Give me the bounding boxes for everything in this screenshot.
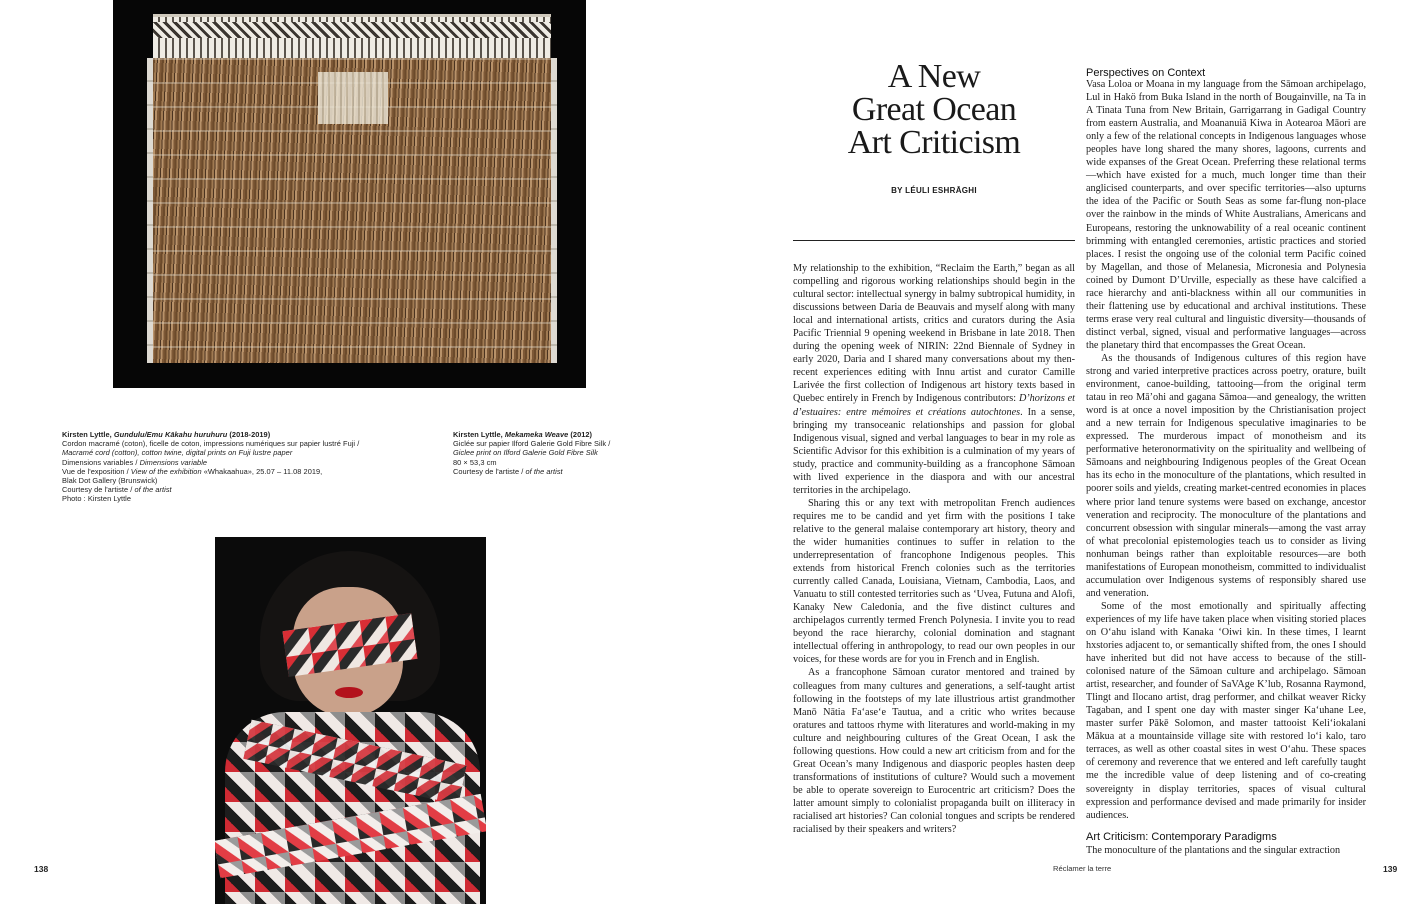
caption-line: Blak Dot Gallery (Brunswick): [62, 476, 158, 486]
section-heading: Art Criticism: Contemporary Paradigms: [1086, 830, 1277, 843]
caption-title: Kirsten Lyttle, Gundulu/Emu Kākahu huruhuru (2018-2019): [62, 430, 271, 439]
caption-mekameka-weave: [453, 430, 653, 476]
artwork-portrait-image: [215, 537, 486, 904]
caption-line: Photo : Kirsten Lyttle: [62, 494, 132, 504]
caption-line: Cordon macramé (coton), ficelle de coton, impressions numériques sur papier lustré Fuji /: [62, 439, 360, 449]
caption-gundulu: [62, 430, 362, 504]
caption-line: Giclée sur papier Ilford Galerie Gold Fibre Silk /: [453, 439, 611, 449]
paragraph: As the thousands of Indigenous cultures of this region have strong and varied interpretive practices across poetry, orature, built environment, canoe-building, tattooing—from the original term tatau in reo Mā’ohi and gagana Sāmoa—and genealogy, the written word is at once a novel imposition by the Christianisation project and a new terrain for Indigenous speculative imaginaries to be expressed. The murderous impact of monotheism and its performative heteronormativity on the spirituality and wellbeing of Sāmoans and neighbouring Indigenous peoples of the Great Ocean has its echo in the monoculture of the plantations, which resulted in poorer soils and yields, creating market-centred economies in places where prior land tenure systems were based on exchange, ancestor veneration and reciprocity. The monoculture of the plantations and concurrent obsession with singular minerals—among the vast array of what precolonial epistemologies teach us to consider as living nonhuman beings rather than exploitable resources—are both manifestations of European monotheism, committed to individualist accumulation over Indigenous systems of responsibly shared use and veneration.: [1086, 352, 1366, 599]
portrait-red-lips: [335, 687, 363, 698]
caption-title: Kirsten Lyttle, Mekameka Weave (2012): [453, 430, 593, 439]
paragraph: Sharing this or any text with metropolitan French audiences requires me to be candid and yet firm with the positions I take relative to the general malaise contemporary art history, theory and the wider humanities continues to suffer in relation to the underrepresentation of francophone Indigenous peoples. This extends from historical French colonies such as the territories currently called Canada, Louisiana, Vietnam, Cambodia, Laos, and Vanuatu to still contested territories such as ʻUvea, Futuna and Alofi, Kanaky New Caledonia, and the five distinct cultures and archipelagos currently termed French Polynesia. I invite you to read beyond the race hierarchy, colonial domination and stagnant intellectual offering in anthropology, to read our own peoples in our voices, for these words are for you in French and in English.: [793, 497, 1075, 666]
paragraph: The monoculture of the plantations and the singular extraction: [1086, 844, 1341, 856]
body-column-1: [793, 262, 1075, 836]
caption-line: Macramé cord (cotton), cotton twine, digital prints on Fuji lustre paper: [62, 448, 293, 458]
paragraph: Vasa Loloa or Moana in my language from the Sāmoan archipelago, Lul in Hakö from Buka Island in the north of Bougainville, na Ta in A Tinata Tuna from New Britain, Garrigarrang in Gadigal Country from eastern Australia, and Moananuiā Kiwa in Aotearoa Māori are only a few of the relational concepts in Indigenous languages whose peoples have long shared the many shores, lagoons, currents and wide expanses of the Great Ocean. Preferring these relational terms—which have existed for a much, much longer time than their anglicised counterparts, and over specific territories—also upturns the idea of the Pacific or South Seas as some far-flung non-place over the rainbow in the minds of White Australians, Americans and Europeans, restoring the unknowability of a real oceanic continent brimming with entangled ceremonies, artistic practices and storied places. I resist the ongoing use of the colonial term Pacific coined by Magellan, and those of Melanesia, Micronesia and Polynesia coined by Dumont D’Urville, especially as these have calcified a race hierarchy and anti-blackness within all our communities in their flattening use by educational and archival institutions. These terms erase very real cultural and linguistic diversity—thousands of distinct verbal, signed, visual and performative languages—across the planetary third that encompasses the Great Ocean.: [1086, 79, 1366, 351]
caption-line: Courtesy de l'artiste / of the artist: [62, 485, 172, 495]
caption-line: Vue de l'exposition / View of the exhibition «Whakaahua», 25.07 – 11.08 2019,: [62, 466, 323, 476]
caption-line: Giclee print on Ilford Galerie Gold Fibre Silk: [453, 448, 598, 458]
cloak-pattern-band: [153, 22, 551, 38]
paragraph: My relationship to the exhibition, “Reclaim the Earth,” began as all compelling and rigorous working relationships should begin in the cultural sector: intellectual synergy in balmy subtropical humidity, in discussions between Daria de Beauvais and myself along with many local and international artists, critics and curators during the Asia Pacific Triennial 9 opening weekend in Brisbane in late 2018. Then during the opening week of NIRIN: 22nd Biennale of Sydney in early 2020, Daria and I shared many conversations about my then-recent experiences editing with Innu artist and curator Camille Larivée the first collection of Indigenous art history texts based in Quebec entirely in French by Indigenous contributors: D’horizons et d’estuaires: entre mémoires et créations autochtones. In a sense, bringing my transoceanic relationships and passion for global Indigenous visual, signed and verbal languages to bear in my role as Scientific Advisor for this exhibition is a culmination of my years of study, practice and community-building as a francophone Sāmoan with lived experience in the diaspora and with our ancestral territories in the archipelago.: [793, 263, 1075, 496]
cloak-light-patch: [318, 72, 388, 124]
title-rule: [793, 240, 1075, 241]
body-column-2: [1086, 78, 1366, 857]
byline: BY LÉULI ESHRĀGHI: [891, 186, 977, 195]
running-title: Réclamer la terre: [1053, 864, 1112, 873]
article-title: [800, 60, 1068, 159]
section-heading: Perspectives on Context: [1086, 67, 1206, 79]
caption-line: Dimensions variables / Dimensions variable: [62, 457, 208, 467]
artwork-woven-cloak-image: [113, 0, 586, 388]
caption-line: Courtesy de l'artiste / of the artist: [453, 466, 563, 476]
caption-line: 80 × 53,3 cm: [453, 457, 497, 467]
title-line: Great Ocean: [851, 91, 1017, 128]
paragraph: As a francophone Sāmoan curator mentored and trained by colleagues from many cultures and generations, a self-taught artist following in the footsteps of my late illustrious artist grandmother Manō Nātia Faʻaseʻe Tautua, and a critic who writes because oratures and tattoos rhyme with literatures and world-making in my culture and neighbouring cultures of the Great Ocean, I ask the following questions. How could a new art criticism from and for the Great Ocean’s many Indigenous and diasporic peoples hasten deep transformations of institutions of culture? Would such a movement be able to operate sovereign to Eurocentric art criticism? Does the latter amount simply to colonialist propaganda built on illiteracy in racialised art histories? Can colonial tongues and scripts be rendered racialised by their speakers and writers?: [793, 667, 1075, 836]
paragraph: Some of the most emotionally and spiritually affecting experiences of my life have taken place when visiting storied places on Oʻahu island with Kanaka ʻOiwi kin. In these times, I learnt hxstories adjacent to, or semantically shifted from, the ones I should have inherited but did not have access to because of the still-colonised nature of the Sāmoan culture and archipelago. Sāmoan artist, researcher, and founder of SaVAge K’lub, Rosanna Raymond, Tlingt and Ilocano artist, drag performer, and chilkat weaver Ricky Tagaban, and I spent one day with master singer Kaʻuhane Lee, master surfer Pākē Solomon, and master tattooist Keliʻiokalani Mākua at a mountainside village site with restored loʻi kalo, taro terraces, as well as other coastal sites in west Oʻahu. These spaces of ceremony and reverence that we entered and left carefully taught me the incredible value of deep listening and of co-creating sovereignty in display territories, spaces of visual cultural expression and performance devised and made primarily for insider audiences.: [1086, 600, 1366, 821]
title-line: A New: [887, 58, 981, 95]
page-number-left: 138: [34, 864, 49, 874]
title-line: Art Criticism: [847, 124, 1021, 161]
page-number-right: 139: [1383, 864, 1398, 874]
